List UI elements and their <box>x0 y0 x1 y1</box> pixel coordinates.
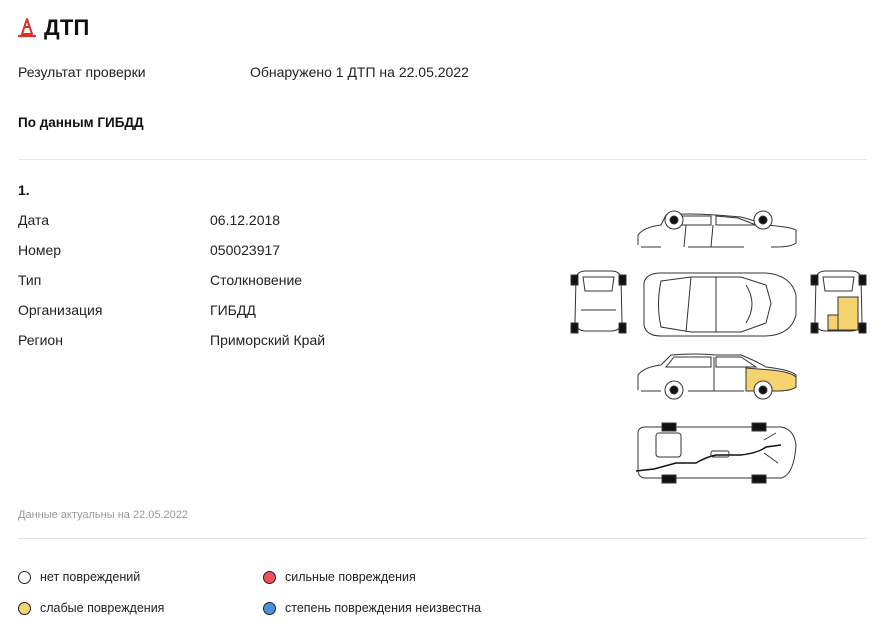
legend-item-severe-damage <box>263 570 416 584</box>
legend-dot-icon <box>263 571 276 584</box>
detail-row-organization <box>18 302 538 332</box>
car-underbody-view <box>636 423 796 483</box>
detail-row-region <box>18 332 538 362</box>
detail-row-type <box>18 272 538 302</box>
detail-label: Дата <box>18 212 50 228</box>
divider <box>18 538 867 539</box>
source-title: По данным ГИБДД <box>18 115 144 130</box>
detail-row-number <box>18 242 538 272</box>
legend-item-unknown-damage <box>263 601 481 615</box>
legend-item-minor-damage <box>18 601 164 615</box>
detail-label: Номер <box>18 242 62 258</box>
legend-label: сильные повреждения <box>285 570 416 584</box>
car-top-view <box>644 273 796 336</box>
traffic-cone-icon <box>18 18 36 38</box>
detail-value: Столкновение <box>210 272 303 288</box>
detail-label: Регион <box>18 332 63 348</box>
damage-zone-front-left <box>828 315 838 330</box>
accident-details <box>18 212 538 362</box>
legend-item-no-damage <box>18 570 140 584</box>
detail-value: ГИБДД <box>210 302 256 318</box>
car-side-view-left <box>638 211 796 247</box>
detail-label: Организация <box>18 302 103 318</box>
detail-value: Приморский Край <box>210 332 326 348</box>
detail-value: 050023917 <box>210 242 281 258</box>
detail-row-date <box>18 212 538 242</box>
legend-label: слабые повреждения <box>40 601 165 615</box>
accident-number: 1. <box>18 182 30 198</box>
section-header <box>18 15 90 41</box>
legend-label: нет повреждений <box>40 570 141 584</box>
car-damage-diagram <box>566 205 876 490</box>
legend-dot-icon <box>18 602 31 615</box>
legend-dot-icon <box>263 602 276 615</box>
car-rear-view <box>571 271 626 333</box>
data-updated-note: Данные актуальны на 22.05.2022 <box>18 509 188 521</box>
legend-label: степень повреждения неизвестна <box>285 601 482 615</box>
car-side-view-right <box>638 354 796 399</box>
check-result-value: Обнаружено 1 ДТП на 22.05.2022 <box>250 64 469 80</box>
damage-zone-front <box>838 297 858 330</box>
check-result-label: Результат проверки <box>18 64 146 80</box>
detail-value: 06.12.2018 <box>210 212 281 228</box>
section-title: ДТП <box>44 15 90 40</box>
divider <box>18 159 867 160</box>
detail-label: Тип <box>18 272 42 288</box>
legend-dot-icon <box>18 571 31 584</box>
car-front-view <box>811 271 866 333</box>
